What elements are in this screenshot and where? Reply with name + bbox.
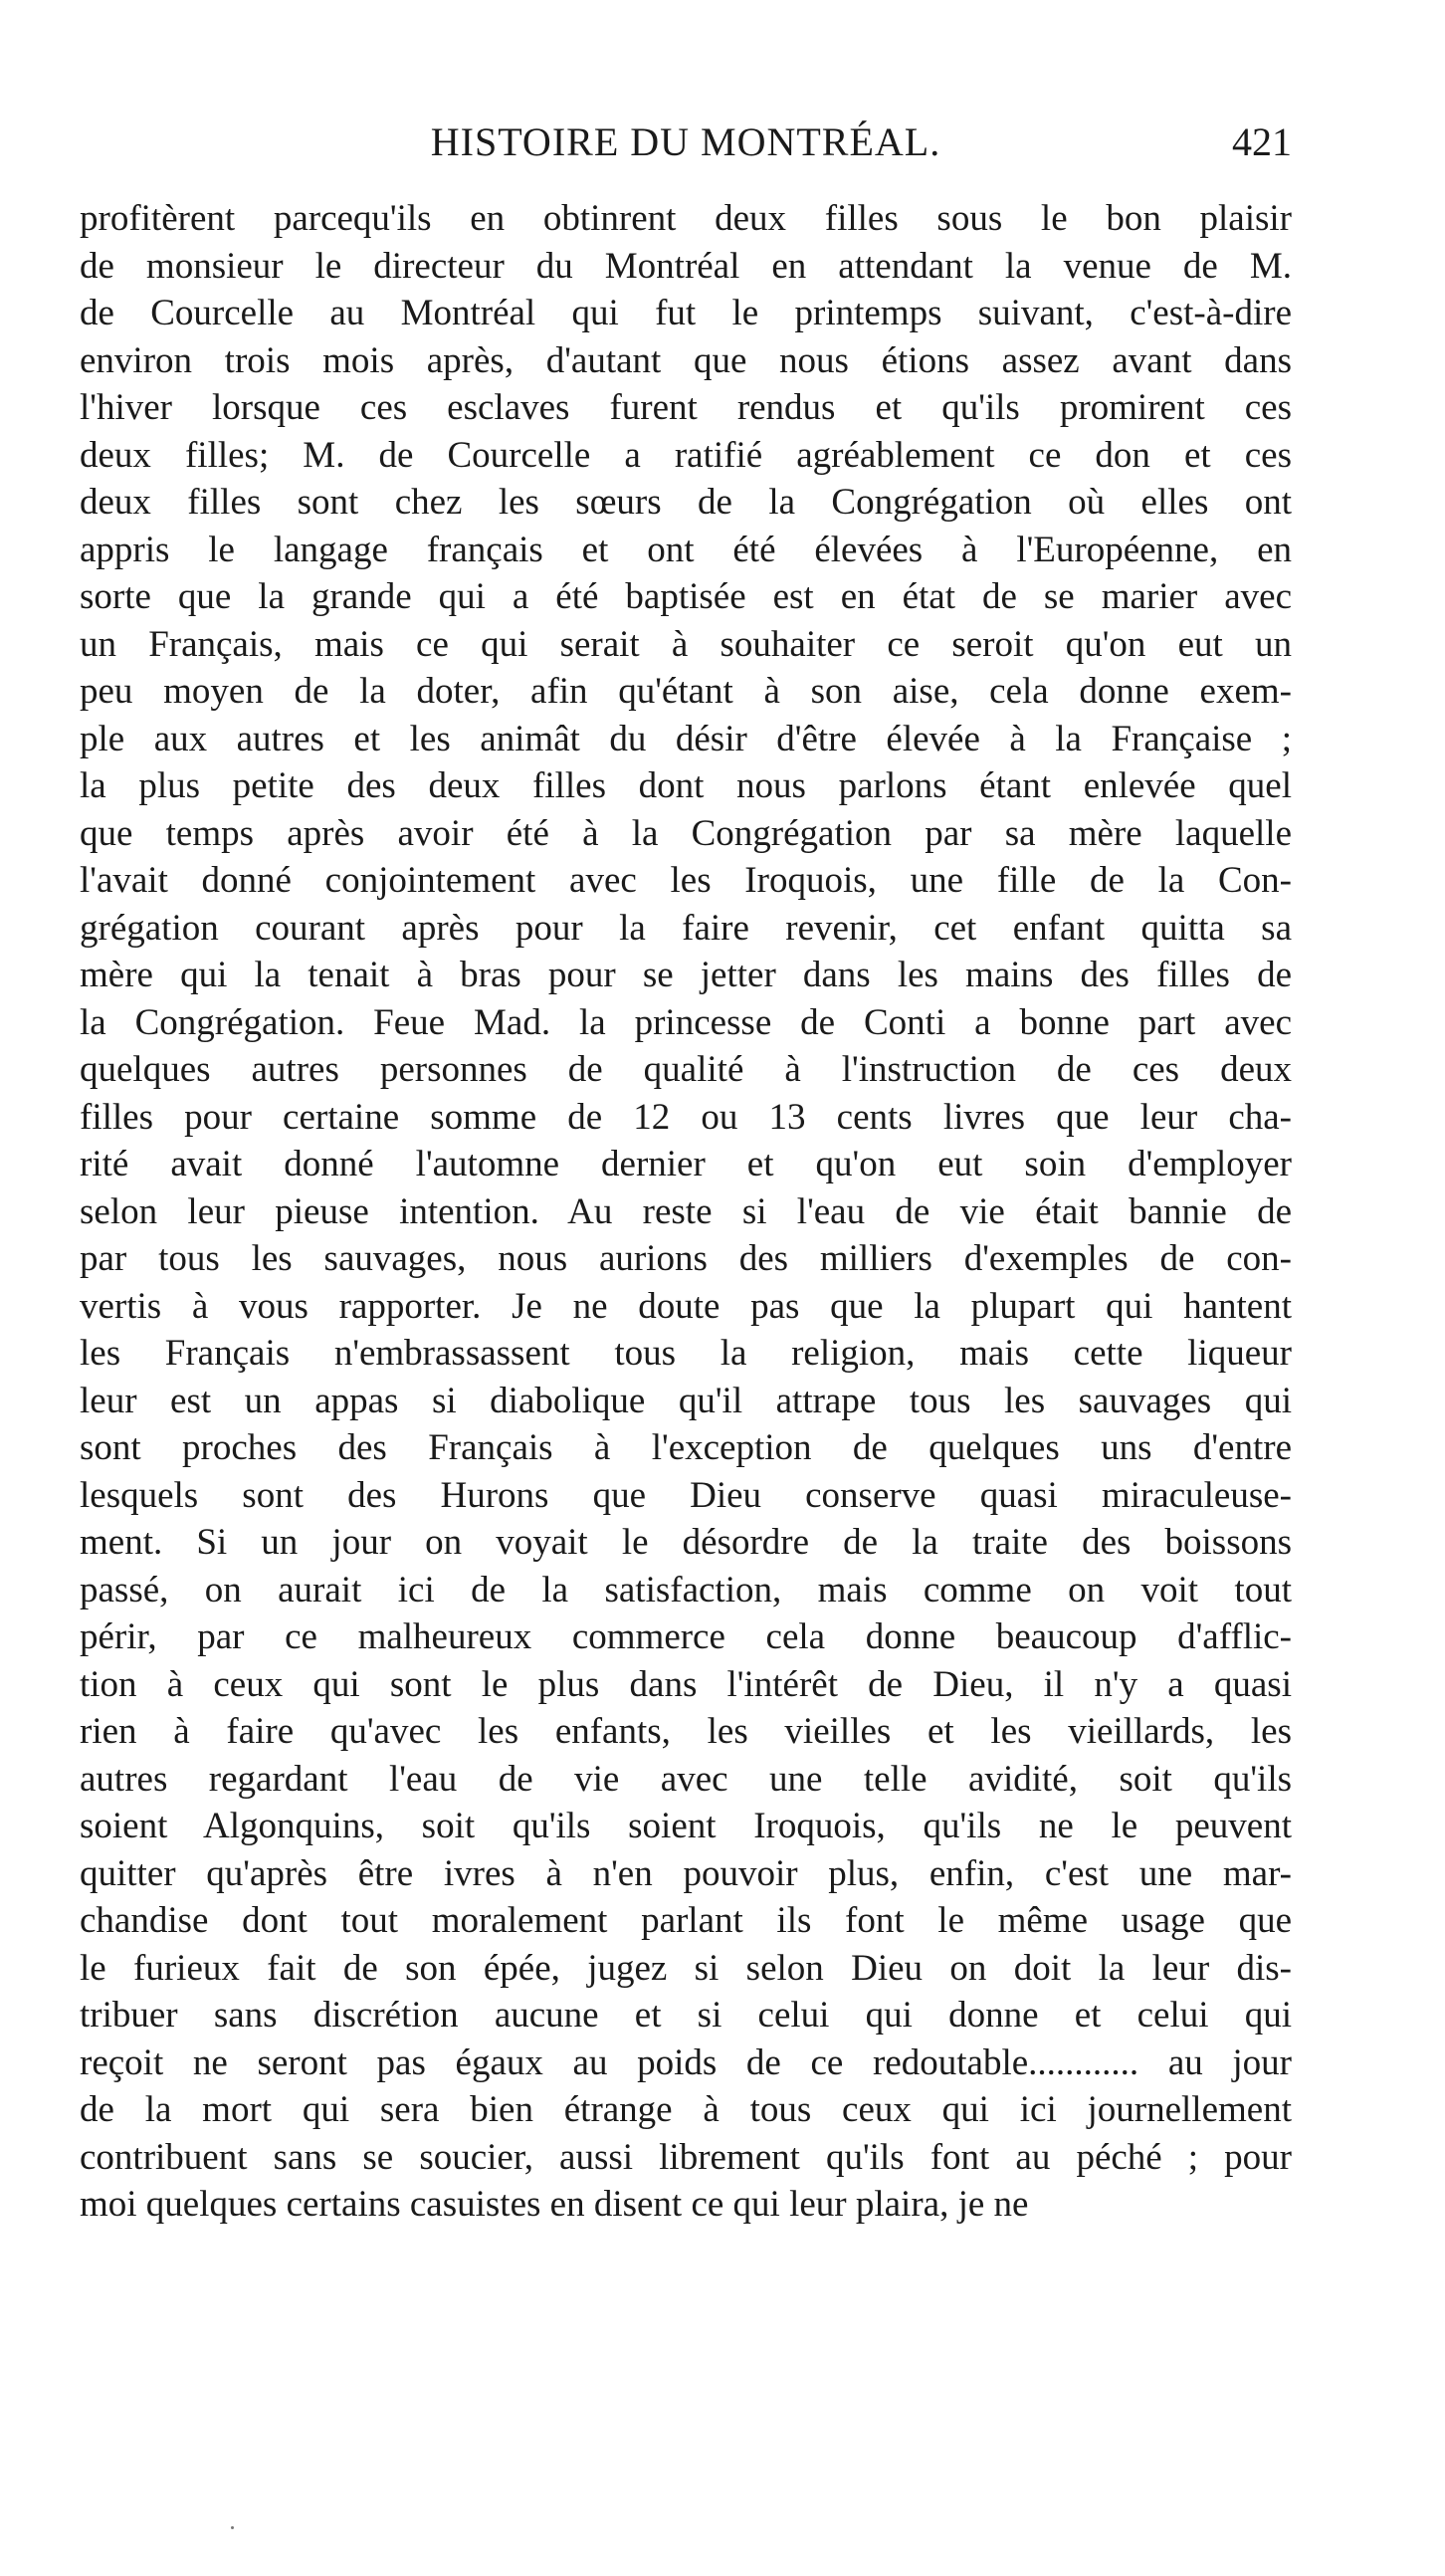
text-line: un Français, mais ce qui serait à souhaiter ce seroit qu'on eut un [80,623,1292,665]
text-line: appris le langage français et ont été élevées à l'Européenne, en [80,529,1292,570]
stray-ink-mark [231,2526,234,2529]
text-line: reçoit ne seront pas égaux au poids de ce redoutable............ au jour [80,2041,1292,2083]
text-line: la Congrégation. Feue Mad. la princesse de Conti a bonne part avec [80,1001,1292,1043]
text-line: grégation courant après pour la faire revenir, cet enfant quitta sa [80,907,1292,949]
text-line: filles pour certaine somme de 12 ou 13 cents livres que leur cha- [80,1096,1292,1138]
text-line: leur est un appas si diabolique qu'il attrape tous les sauvages qui [80,1380,1292,1421]
text-line: que temps après avoir été à la Congrégation par sa mère laquelle [80,812,1292,854]
body-text [80,195,1292,2229]
text-line: rien à faire qu'avec les enfants, les vieilles et les vieillards, les [80,1711,1292,1752]
text-line: par tous les sauvages, nous aurions des milliers d'exemples de con- [80,1238,1292,1279]
text-line: de Courcelle au Montréal qui fut le printemps suivant, c'est-à-dire [80,293,1292,333]
text-line: chandise dont tout moralement parlant ils font le même usage que [80,1900,1292,1941]
text-line: ment. Si un jour on voyait le désordre de la traite des boissons [80,1522,1292,1563]
text-line: contribuent sans se soucier, aussi librement qu'ils font au péché ; pour [80,2136,1292,2178]
text-line: moi quelques certains casuistes en disent ce qui leur plaira, je ne [80,2184,1029,2225]
text-line: sorte que la grande qui a été baptisée est en état de se marier avec [80,576,1292,617]
text-line: mère qui la tenait à bras pour se jetter dans les mains des filles de [80,955,1292,995]
text-line: environ trois mois après, d'autant que nous étions assez avant dans [80,339,1292,381]
text-line: les Français n'embrassassent tous la religion, mais cette liqueur [80,1333,1292,1374]
text-line: lesquels sont des Hurons que Dieu conserve quasi miraculeuse- [80,1474,1292,1516]
text-line: de monsieur le directeur du Montréal en attendant la venue de M. [80,245,1292,287]
text-line: le furieux fait de son épée, jugez si selon Dieu on doit la leur dis- [80,1947,1292,1989]
text-line: deux filles sont chez les sœurs de la Congrégation où elles ont [80,482,1292,523]
text-line: quitter qu'après être ivres à n'en pouvoir plus, enfin, c'est une mar- [80,1852,1292,1894]
text-line: rité avait donné l'automne dernier et qu'on eut soin d'employer [80,1144,1292,1184]
text-line: de la mort qui sera bien étrange à tous ceux qui ici journellement [80,2089,1292,2130]
text-line: peu moyen de la doter, afin qu'étant à son aise, cela donne exem- [80,671,1292,712]
text-line: tion à ceux qui sont le plus dans l'intérêt de Dieu, il n'y a quasi [80,1663,1292,1705]
text-line: l'hiver lorsque ces esclaves furent rendus et qu'ils promirent ces [80,387,1292,428]
text-line: vertis à vous rapporter. Je ne doute pas que la plupart qui hantent [80,1285,1292,1327]
text-line: la plus petite des deux filles dont nous parlons étant enlevée quel [80,765,1292,806]
text-line: deux filles; M. de Courcelle a ratifié agréablement ce don et ces [80,434,1292,476]
text-line: autres regardant l'eau de vie avec une telle avidité, soit qu'ils [80,1758,1292,1800]
text-line: passé, on aurait ici de la satisfaction, mais comme on voit tout [80,1569,1292,1610]
running-head [80,117,1292,167]
running-title: HISTOIRE DU MONTRÉAL. [430,119,941,164]
text-line: soient Algonquins, soit qu'ils soient Iroquois, qu'ils ne le peuvent [80,1806,1292,1846]
text-line: quelques autres personnes de qualité à l'instruction de ces deux [80,1049,1292,1090]
text-line: selon leur pieuse intention. Au reste si l'eau de vie était bannie de [80,1190,1292,1232]
page-number: 421 [1232,119,1292,164]
text-line: ple aux autres et les animât du désir d'être élevée à la Française ; [80,718,1292,759]
text-line: tribuer sans discrétion aucune et si celui qui donne et celui qui [80,1995,1292,2036]
text-line: sont proches des Français à l'exception de quelques uns d'entre [80,1427,1292,1468]
text-line: périr, par ce malheureux commerce cela donne beaucoup d'afflic- [80,1616,1292,1657]
text-line: l'avait donné conjointement avec les Iroquois, une fille de la Con- [80,860,1292,901]
text-line: profitèrent parcequ'ils en obtinrent deux filles sous le bon plaisir [80,198,1292,239]
